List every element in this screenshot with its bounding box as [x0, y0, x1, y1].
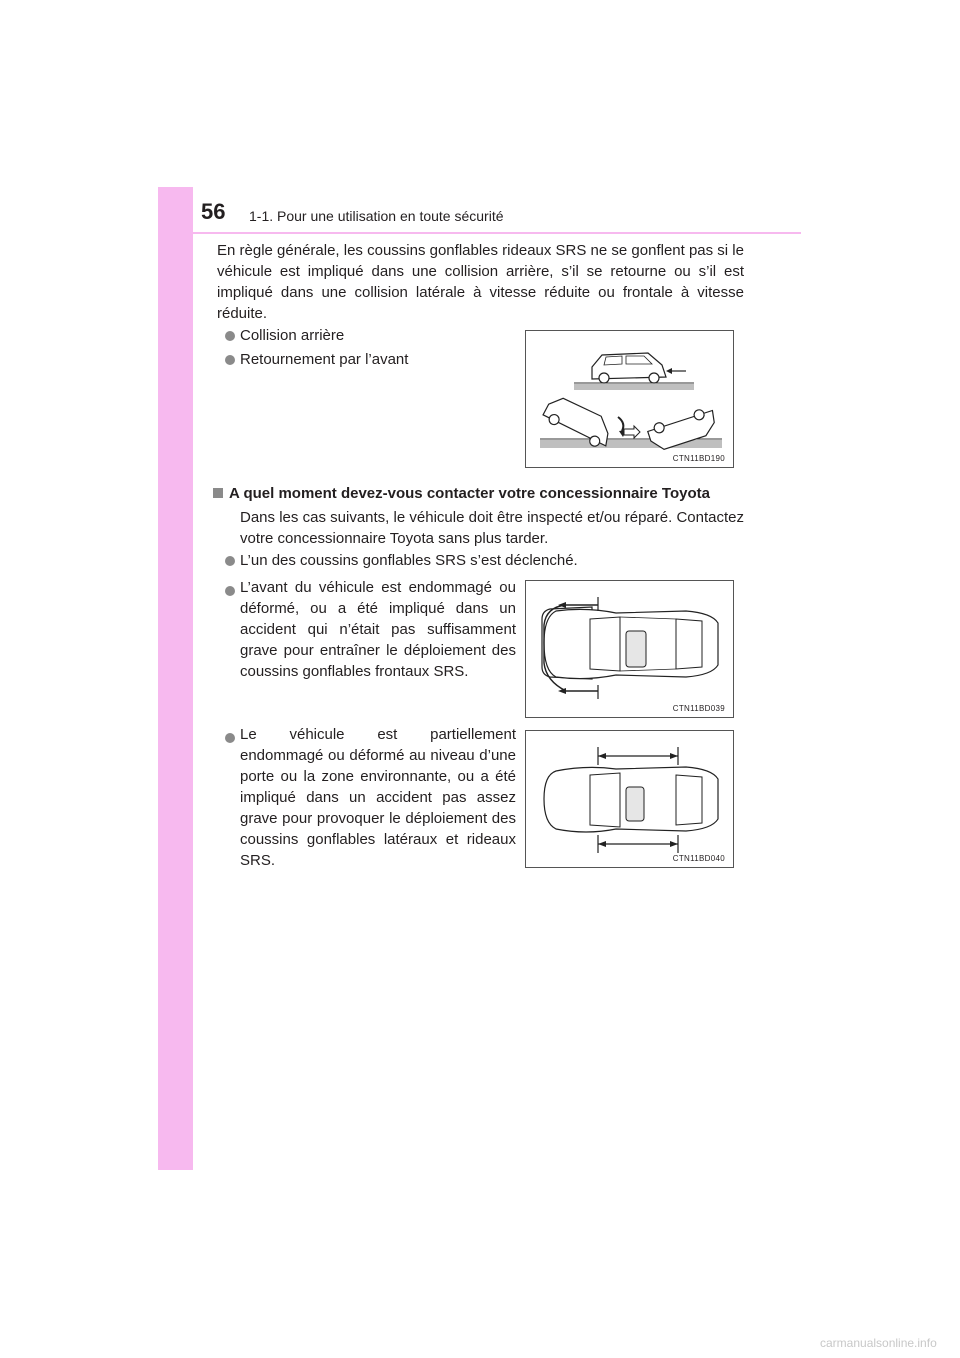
- section-title: 1-1. Pour une utilisation en toute sécurité: [249, 208, 504, 224]
- contact-heading-text: A quel moment devez-vous contacter votre concessionnaire Toyota: [229, 485, 710, 502]
- figure-front-damage: [525, 580, 734, 718]
- bullet-icon: [225, 733, 235, 743]
- header-rule: [193, 232, 801, 234]
- figure-code: CTN11BD039: [672, 704, 725, 713]
- bullet-rollover: Retournement par l’avant: [240, 351, 409, 368]
- bullet-icon: [225, 331, 235, 341]
- bullet-front-damage: L’avant du véhicule est endommagé ou déformé, ou a été impliqué dans un accident qui n’était pas suffisamment grave pour entraîner le déploiement des coussins gonflables frontaux SRS.: [240, 579, 516, 680]
- figure-side-damage: [525, 730, 734, 868]
- bullet-icon: [225, 556, 235, 566]
- bullet-rear-collision: Collision arrière: [240, 327, 345, 344]
- contact-heading: [213, 485, 710, 502]
- figure-code: CTN11BD190: [672, 454, 725, 463]
- section-square-icon: [213, 488, 223, 498]
- car-top-view-side: [526, 731, 733, 867]
- chapter-sidebar-tab: [158, 187, 193, 1170]
- figure-rear-collision-rollover: [525, 330, 734, 468]
- intro-paragraph: En règle générale, les coussins gonflables rideaux SRS ne se gonflent pas si le véhicule est impliqué dans une collision arrière, s’il se retourne ou s’il est impliqué dans une collision latérale à vitesse réduite ou frontale à vitesse réduite.: [217, 242, 744, 322]
- bullet-side-damage: Le véhicule est partiellement endommagé ou déformé au niveau d’une porte ou la zone environnante, ou a été impliqué dans un accident pas assez grave pour provoquer le déploiement des coussins gonflables latéraux et rideaux SRS.: [240, 726, 516, 869]
- bullet-icon: [225, 355, 235, 365]
- collision-illustration: [526, 331, 733, 467]
- watermark: carmanualsonline.info: [820, 1336, 937, 1350]
- bullet-icon: [225, 586, 235, 596]
- contact-intro: Dans les cas suivants, le véhicule doit être inspecté et/ou réparé. Contactez votre concessionnaire Toyota sans plus tarder.: [240, 509, 744, 547]
- figure-code: CTN11BD040: [672, 854, 725, 863]
- car-top-view-front: [526, 581, 733, 717]
- page-number: 56: [201, 199, 226, 224]
- bullet-airbag-deployed: L’un des coussins gonflables SRS s’est déclenché.: [240, 552, 578, 569]
